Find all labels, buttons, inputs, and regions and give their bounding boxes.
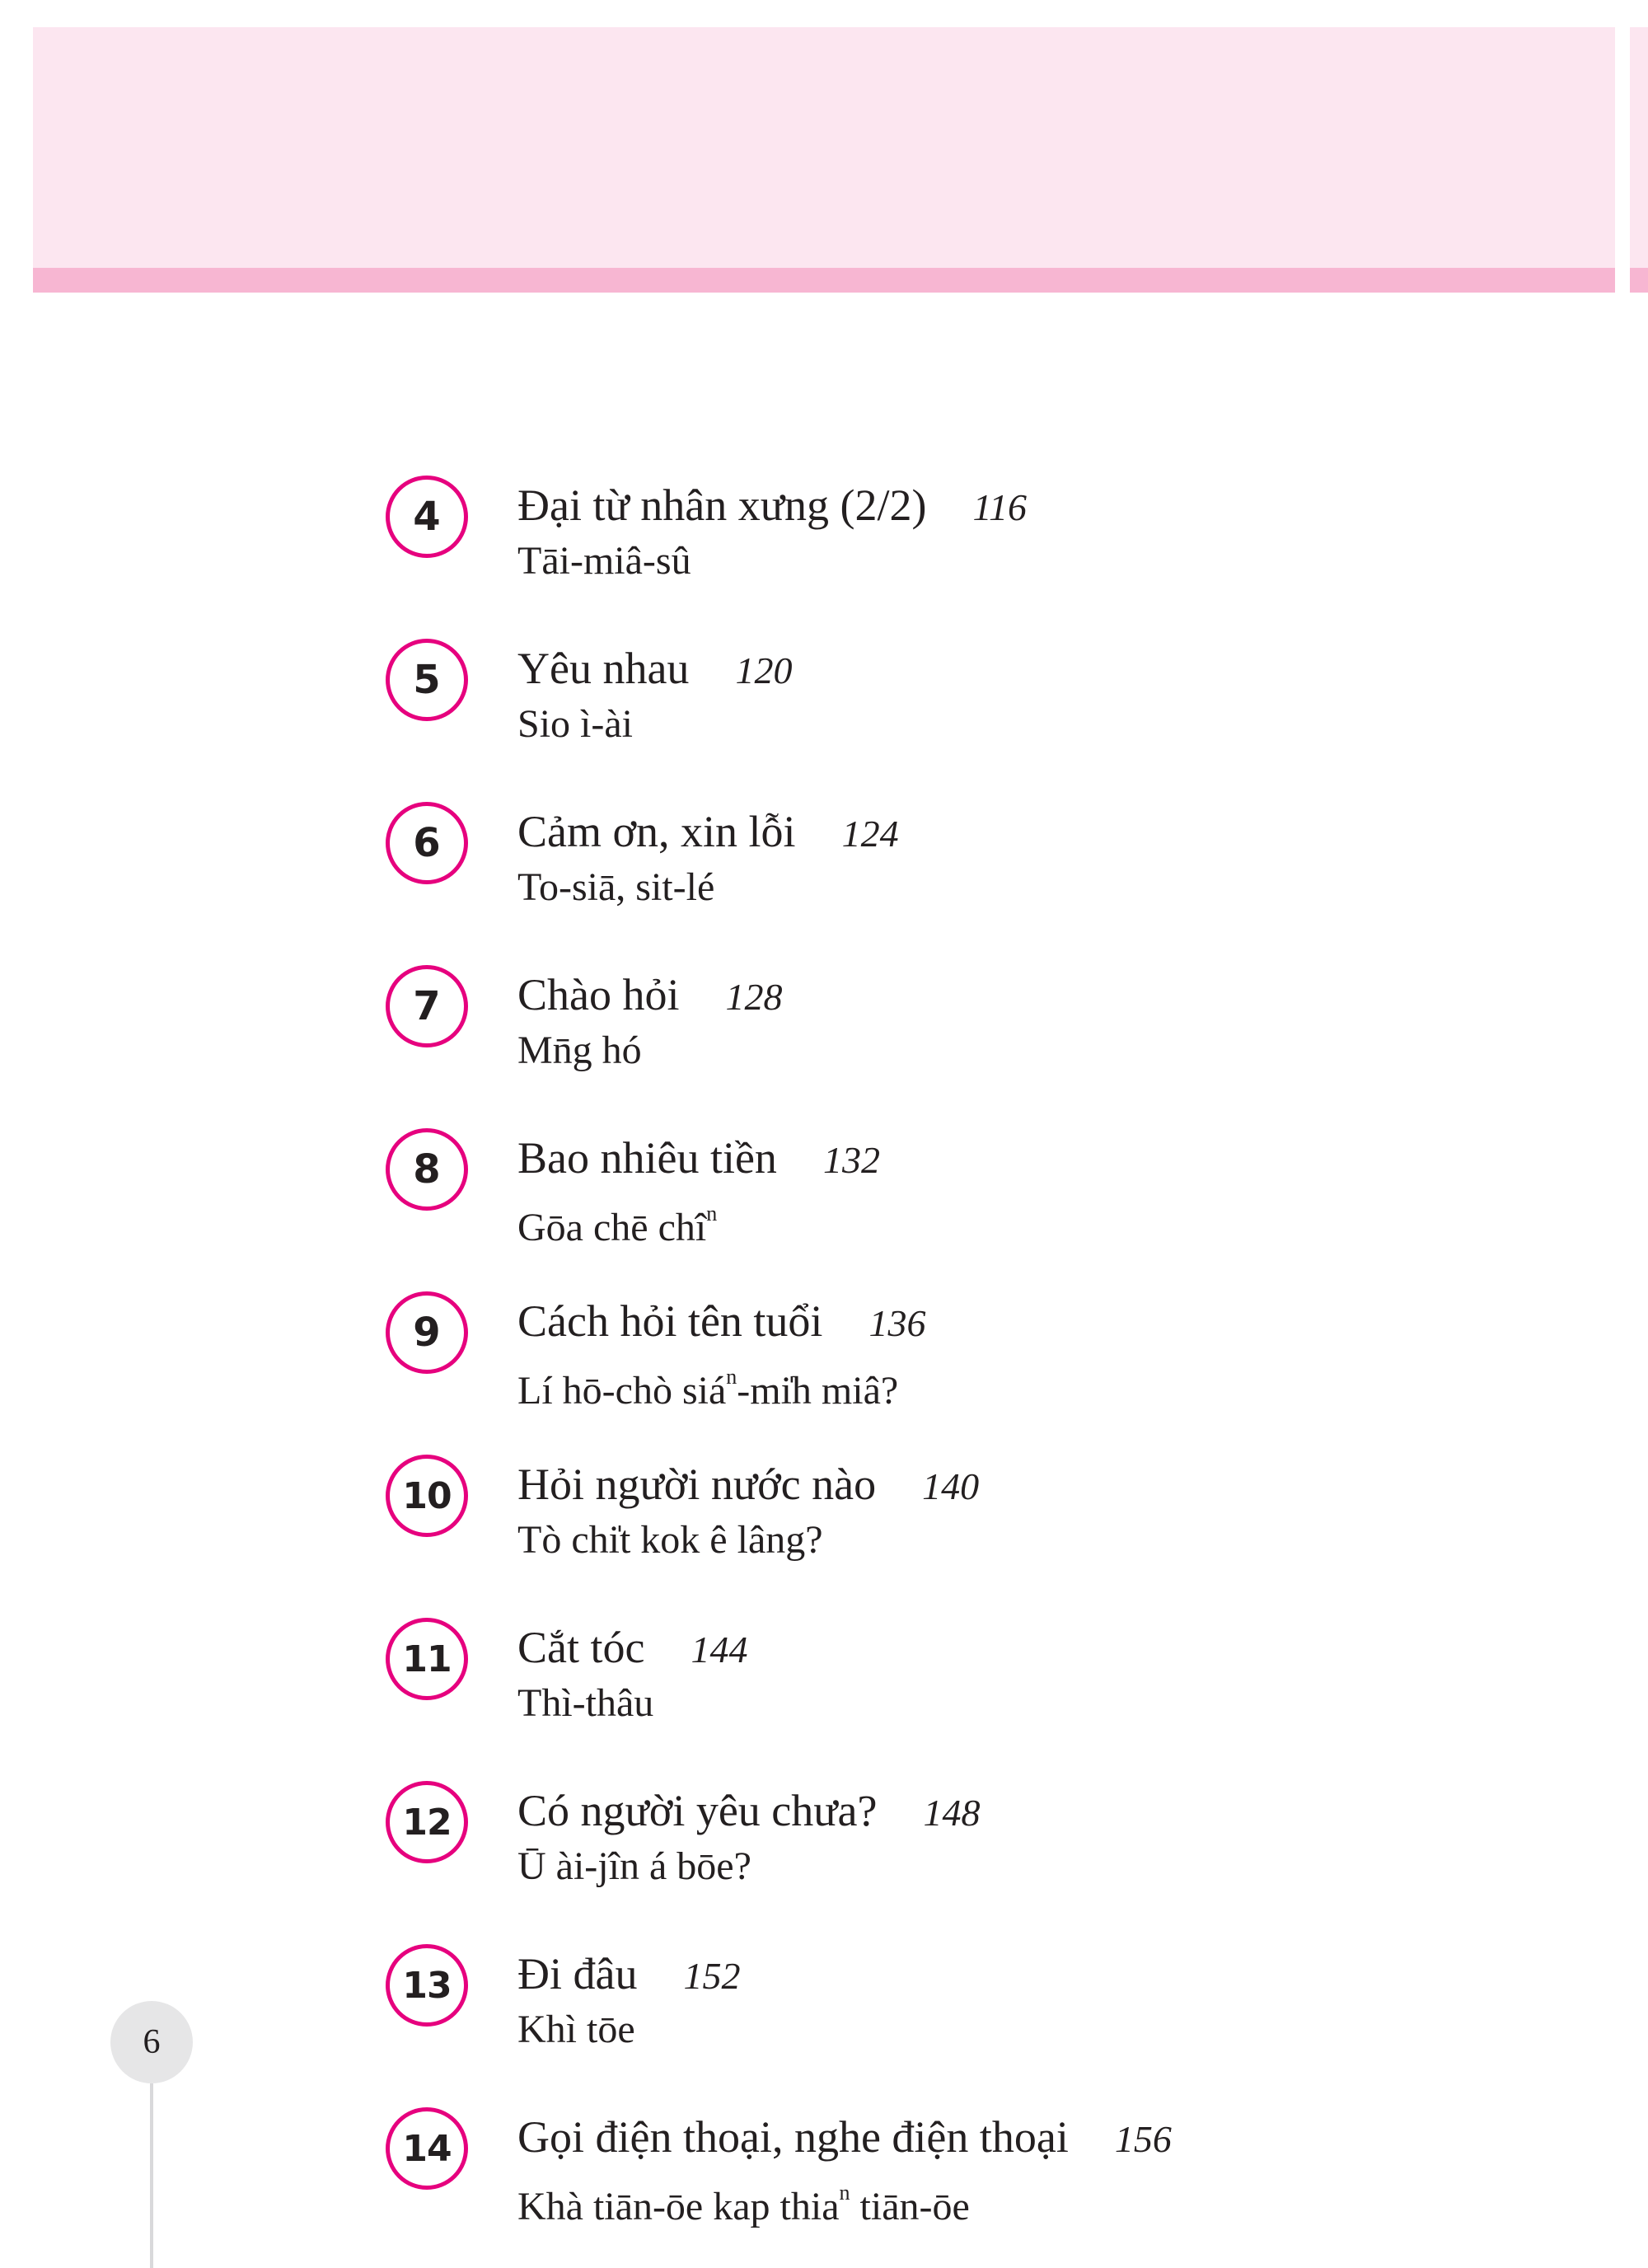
lesson-number-badge: 14 — [386, 2107, 468, 2190]
lesson-page-number: 124 — [841, 813, 899, 855]
lesson-subtitle-tail: -mi̍h miâ? — [737, 1369, 899, 1413]
lesson-subtitle — [517, 537, 691, 586]
header-gap — [1615, 27, 1630, 299]
lesson-number-badge: 13 — [386, 1944, 468, 2027]
lesson-subtitle — [517, 2005, 635, 2055]
lesson-number-badge: 10 — [386, 1455, 468, 1537]
lesson-subtitle — [517, 1842, 751, 1891]
lesson-title-line — [517, 1784, 980, 1839]
lesson-subtitle — [517, 1516, 823, 1565]
lesson-subtitle-text: Mn̄g hó — [517, 1029, 642, 1072]
lesson-subtitle — [517, 1189, 717, 1253]
superscript-n: n — [726, 1365, 737, 1389]
lesson-subtitle — [517, 1352, 898, 1416]
lesson-title-line — [517, 1621, 747, 1676]
lesson-number-badge: 11 — [386, 1618, 468, 1700]
lesson-page-number: 116 — [972, 486, 1028, 528]
lesson-title: Đi đâu — [517, 1949, 638, 1999]
lesson-title-line — [517, 805, 899, 860]
header-edge-stripe — [1630, 268, 1648, 293]
lesson-page-number: 148 — [923, 1792, 981, 1834]
toc-entry-7[interactable] — [386, 965, 1622, 1097]
lesson-page-number: 120 — [735, 649, 793, 691]
lesson-number-badge: 12 — [386, 1781, 468, 1863]
toc-entry-6[interactable] — [386, 802, 1622, 934]
lesson-subtitle-text: Tāi-miâ-sû — [517, 539, 691, 583]
lesson-subtitle-text: Sio ì-ài — [517, 702, 633, 746]
lesson-page-number: 136 — [868, 1302, 926, 1344]
lesson-subtitle-text: Gōa chē chî — [517, 1206, 707, 1249]
toc-entry-9[interactable] — [386, 1291, 1622, 1423]
lesson-subtitle-text: Lí hō-chò siá — [517, 1369, 727, 1413]
superscript-n: n — [706, 1202, 718, 1225]
lesson-page-number: 144 — [691, 1628, 748, 1671]
lesson-title: Cảm ơn, xin lỗi — [517, 807, 796, 856]
lesson-title: Chào hỏi — [517, 970, 680, 1019]
lesson-subtitle — [517, 1026, 642, 1075]
lesson-title-line — [517, 1947, 740, 2003]
lesson-page-number: 152 — [683, 1955, 741, 1997]
lesson-subtitle-tail: tiān-ōe — [850, 2185, 970, 2228]
toc-entry-12[interactable] — [386, 1781, 1622, 1913]
lesson-title: Có người yêu chưa? — [517, 1786, 878, 1835]
superscript-n: n — [839, 2181, 850, 2205]
page-number-badge: 6 — [110, 2001, 193, 2083]
lesson-number-badge: 4 — [386, 476, 468, 558]
lesson-number-badge: 6 — [386, 802, 468, 884]
lesson-title: Cắt tóc — [517, 1623, 645, 1672]
lesson-subtitle — [517, 863, 714, 912]
toc-entry-5[interactable] — [386, 639, 1622, 771]
lesson-subtitle-text: Tò chi̍t kok ê lâng? — [517, 1518, 823, 1562]
lesson-subtitle-text: Khì tōe — [517, 2008, 635, 2051]
toc-entry-8[interactable] — [386, 1128, 1622, 1260]
header-edge — [1630, 27, 1648, 273]
page-number-line — [150, 2083, 153, 2268]
lesson-title-line — [517, 2111, 1172, 2166]
lesson-title: Hỏi người nước nào — [517, 1460, 877, 1509]
lesson-title-line — [517, 1458, 979, 1513]
lesson-subtitle-text: Ū ài-jîn á bōe? — [517, 1844, 751, 1888]
lesson-page-number: 128 — [725, 976, 783, 1018]
toc-entry-4[interactable] — [386, 476, 1622, 607]
toc-entry-14[interactable] — [386, 2107, 1622, 2239]
lesson-number-badge: 7 — [386, 965, 468, 1047]
lesson-title: Gọi điện thoại, nghe điện thoại — [517, 2112, 1069, 2162]
lesson-title: Yêu nhau — [517, 644, 690, 693]
lesson-subtitle — [517, 1679, 653, 1728]
toc-entry-10[interactable] — [386, 1455, 1622, 1586]
lesson-page-number: 140 — [922, 1465, 980, 1507]
lesson-subtitle — [517, 700, 633, 749]
lesson-number-badge: 9 — [386, 1291, 468, 1374]
lesson-page-number: 132 — [822, 1139, 880, 1181]
header-stripe — [33, 268, 1615, 293]
header-band — [33, 27, 1615, 273]
lesson-subtitle — [517, 2168, 970, 2232]
lesson-title-line — [517, 1132, 880, 1187]
lesson-title-line — [517, 479, 1027, 534]
lesson-subtitle-text: To-siā, sit-lé — [517, 865, 715, 909]
lesson-title: Cách hỏi tên tuổi — [517, 1296, 823, 1346]
lesson-title-line — [517, 968, 783, 1024]
toc-entry-13[interactable] — [386, 1944, 1622, 2076]
lesson-number-badge: 8 — [386, 1128, 468, 1211]
lesson-title-line — [517, 642, 792, 697]
lesson-subtitle-text: Thì-thâu — [517, 1681, 654, 1725]
lesson-title: Bao nhiêu tiền — [517, 1133, 777, 1183]
lesson-page-number: 156 — [1114, 2118, 1172, 2160]
lesson-title-line — [517, 1295, 925, 1350]
lesson-number-badge: 5 — [386, 639, 468, 721]
lesson-title: Đại từ nhân xưng (2/2) — [517, 480, 927, 530]
toc-entry-11[interactable] — [386, 1618, 1622, 1750]
lesson-subtitle-text: Khà tiān-ōe kap thia — [517, 2185, 840, 2228]
